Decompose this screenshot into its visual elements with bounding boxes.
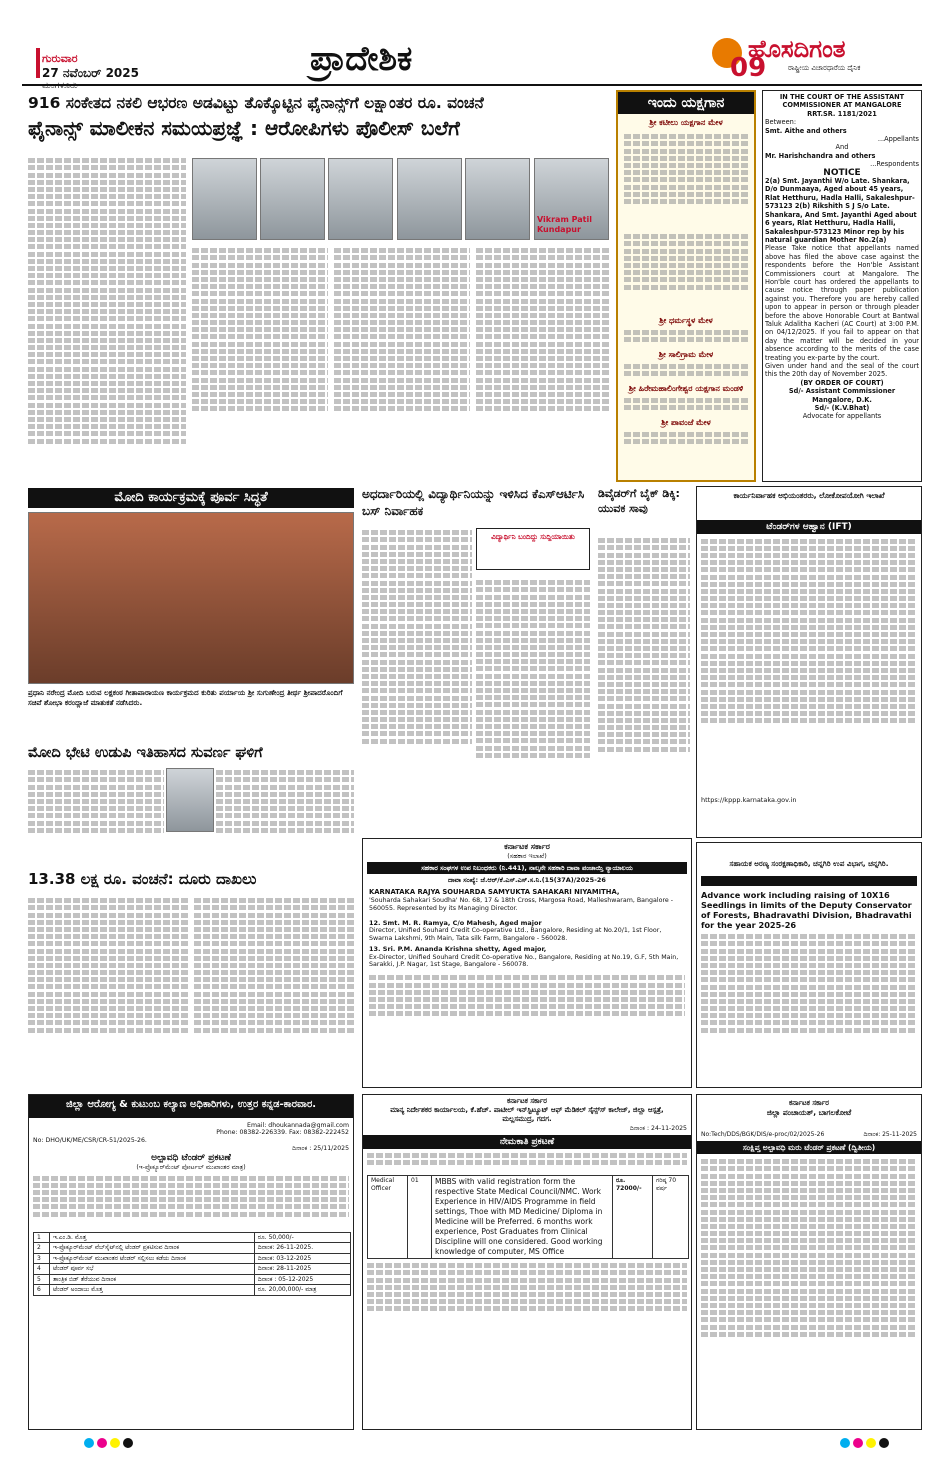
story3-headline: ಮೋದಿ ಭೇಟಿ ಉಡುಪಿ ಇತಿಹಾಸದ ಸುವರ್ಣ ಘಳಿಗೆ — [28, 745, 263, 761]
story6-headline: ಡಿವೈಡರ್‌ಗೆ ಬೈಕ್ ಡಿಕ್ಕಿ: ಯುವಕ ಸಾವು — [598, 487, 680, 515]
lead-body-col4 — [476, 246, 610, 476]
lead-body-col2 — [192, 246, 328, 476]
court-appellants: ...Appellants — [877, 135, 919, 144]
accused-photo-3 — [328, 158, 393, 240]
troupe-1-list-b — [624, 232, 748, 312]
medical-count: 01 — [408, 1176, 432, 1259]
troupe-5: ಶ್ರೀ ಪಾವಂಜೆ ಮೇಳ — [661, 418, 711, 427]
health-phone: Phone: 08382-226339. Fax: 08382-222452 — [216, 1129, 349, 1137]
forest-office: ಸಹಾಯಕ ಅರಣ್ಯ ಸಂರಕ್ಷಣಾಧಿಕಾರಿ, ಚನ್ನಗಿರಿ ಉಪ ವಿಭಾಗ, ಚನ್ನಗಿರಿ. — [729, 859, 889, 868]
health-body — [33, 1174, 349, 1230]
troupe-5-venue — [624, 430, 748, 448]
health-table-cell: ಇ-ಪ್ರೊಕ್ಯೂರ್‌ಮೆಂಟ್ ಮುಖಾಂತರ ಟೆಂಡರ್ ಸಲ್ಲಿಸಲು ಕಡೆಯ ದಿನಾಂಕ — [50, 1253, 255, 1264]
health-table-row — [34, 1285, 351, 1296]
court-parties2: Mr. Harishchandra and others — [765, 151, 876, 160]
health-email: Email: dhoukannada@gmail.com — [247, 1121, 349, 1129]
coop-gov: ಕರ್ನಾಟಕ ಸರ್ಕಾರ — [504, 842, 550, 851]
ad-forest — [696, 842, 922, 1088]
health-ref: No: DHO/UK/ME/CSR/CR-51/2025-26. — [33, 1137, 147, 1144]
health-table-cell: ರೂ. 50,000/- — [254, 1232, 350, 1243]
health-title: ಅಲ್ಪಾವಧಿ ಟೆಂಡರ್ ಪ್ರಕಟಣೆ — [151, 1152, 231, 1163]
pwd-body — [701, 536, 917, 794]
story2-headline: ಮೋದಿ ಕಾರ್ಯಕ್ರಮಕ್ಕೆ ಪೂರ್ವ ಸಿದ್ಧತೆ — [114, 490, 268, 505]
pwd-office: ಕಾರ್ಯನಿರ್ವಾಹಕ ಅಭಿಯಂತರರು, ಲೋಕೋಪಯೋಗಿ ಇಲಾಖೆ — [733, 491, 885, 500]
court-body: Please Take notice that appellants named above has filed the above case against the respondents before the Hon'ble Assistant Commissioners court at Mangalore. The Hon'ble court has ordered the appellants to cause notice through paper publication against you. Therefore you are hereby called upon to appear in person or through pleader before the above Honorable Court at Bantwal Taluk Adalitha Kacheri (AC Court) at 3:00 P.M. on 04/12/2025. If you fail to appear on that day the matter will be decided in your absence according to the merits of the case treating you ex-parte by the court. — [765, 244, 919, 362]
yakshagana-box — [616, 90, 756, 482]
court-respondents: ...Respondents — [870, 160, 919, 169]
troupe-3: ಶ್ರೀ ಸಾಲಿಗ್ರಾಮ ಮೇಳ — [658, 350, 714, 359]
health-table-cell: 1 — [34, 1232, 50, 1243]
medical-post: Medical Officer — [368, 1176, 408, 1259]
health-table-row — [34, 1274, 351, 1285]
zp-body — [701, 1157, 917, 1407]
health-table-cell: ದಿನಾಂಕ : 05-12-2025 — [254, 1274, 350, 1285]
troupe-2: ಶ್ರೀ ಧರ್ಮಸ್ಥಳ ಮೇಳ — [659, 316, 713, 325]
story2-photo — [28, 512, 354, 684]
coop-dept: (ಸಹಕಾರ ಇಲಾಖೆ) — [507, 852, 547, 860]
zp-refline — [701, 1131, 917, 1139]
health-table-cell: ಇ-ಪ್ರೊಕ್ಯೂರ್‌ಮೆಂಟ್ ವೆಬ್‌ಸೈಟ್‌ನಲ್ಲಿ ಟೆಂಡರ್ ಪ್ರಕಟಿಸುವ ದಿನಾಂಕ — [50, 1243, 255, 1254]
troupe-2-venue — [624, 328, 748, 346]
cmyk-marks-left — [84, 1438, 136, 1451]
forest-work: Advance work including raising of 10X16 Seedlings in limits of the Deputy Conservator of Forests, Bhadravathi Division, Bhadravathi for the year 2025-26 — [701, 890, 912, 930]
court-line1: IN THE COURT OF THE ASSISTANT COMMISSIONER AT MANGALORE — [779, 93, 905, 110]
day-label: ಗುರುವಾರ — [42, 52, 78, 65]
court-sign4: Advocate for appellants — [802, 412, 882, 421]
health-header — [29, 1095, 353, 1118]
health-table-cell: ತಾಂತ್ರಿಕ ಬಿಡ್ ತೆರೆಯುವ ದಿನಾಂಕ — [50, 1274, 255, 1285]
accused-photo-4 — [397, 158, 462, 240]
forest-body — [701, 932, 917, 1072]
medical-salary: ರೂ. 72000/- — [613, 1176, 653, 1259]
coop-resp12: 12. Smt. M. R. Ramya, C/o Mahesh, Aged major — [369, 918, 542, 927]
ad-zp — [696, 1094, 922, 1430]
coop-resp13: 13. Sri. P.M. Ananda Krishna shetty, Aged major, — [369, 945, 547, 954]
troupe-3-venue — [624, 362, 748, 380]
story3-photo — [166, 768, 214, 832]
story4-body-col1 — [28, 896, 190, 1086]
accent-bar — [36, 48, 40, 78]
story2-headbar — [28, 488, 354, 508]
court-parties1: Smt. Aithe and others — [765, 126, 847, 135]
story6-body — [598, 536, 690, 832]
health-date: ದಿನಾಂಕ : 25/11/2025 — [292, 1144, 349, 1152]
court-between: Between: — [765, 118, 797, 127]
story5-callout: ವಿದ್ಯಾರ್ಥಿನಿ ಬಂದಿದ್ದು ಸುದ್ದಿಯಾಯಿತು — [476, 528, 590, 570]
paper-logo — [700, 34, 920, 83]
medical-office: ಮಾನ್ಯ ನಿರ್ದೇಶಕರ ಕಾರ್ಯಾಲಯ, ಕೆ.ಹೆಚ್. ಪಾಟೀಲ್ ಇನ್‌ಸ್ಟಿಟ್ಯೂಟ್ ಆಫ್ ಮೆಡಿಕಲ್ ಸೈನ್ಸ್‌ಸ್ ಕಾಲೇಜ್, ಜಿಲ್ಲಾ ಆಸ್ಪತ್ರೆ, ಮಲ್ಲಸಮುದ್ರ, ಗದಗ. — [390, 1105, 664, 1123]
medical-gov: ಕರ್ನಾಟಕ ಸರ್ಕಾರ — [507, 1097, 547, 1105]
story2-caption: ಪ್ರಧಾನಿ ನರೇಂದ್ರ ಮೋದಿ ಬರುವ ಲಕ್ಷಕಂಠ ಗೀತಾಪಾರಾಯಣ ಕಾರ್ಯಕ್ರಮದ ಕುರಿತು ಪರ್ಯಾಯ ಶ್ರೀ ಸುಗುಣೇಂದ್ರ ತೀರ್ಥ ಶ್ರೀಪಾದರೊಂದಿಗೆ ಸಚಿವೆ ಶೋಭಾ ಕರಂದ್ಲಾಜೆ ಮಾತುಕತೆ ನಡೆಸಿದರು. — [28, 688, 343, 707]
photo-caption: Vikram Patil Kundapur — [537, 215, 592, 234]
ad-pwd — [696, 486, 922, 838]
paper-tagline: ರಾಷ್ಟ್ರೀಯ ವಿಚಾರಧಾರೆಯ ದೈನಿಕ — [788, 64, 861, 72]
zp-gov: ಕರ್ನಾಟಕ ಸರ್ಕಾರ — [789, 1099, 829, 1107]
health-table-cell: ದಿನಾಂಕ: 28-11-2025 — [254, 1264, 350, 1275]
medical-age: ಗರಿಷ್ಠ 70 ವರ್ಷ — [653, 1176, 689, 1259]
health-table-cell: ಟೆಂಡರ್ ಪೂರ್ವ ಸಭೆ — [50, 1264, 255, 1275]
cmyk-marks-right — [840, 1438, 892, 1451]
health-table-cell: ಟೆಂಡರ್ ಅಂದಾಜು ಮೊತ್ತ — [50, 1285, 255, 1296]
date-label: 27 ನವೆಂಬರ್ 2025 — [42, 65, 139, 80]
coop-plaintiff: KARNATAKA RAJYA SOUHARDA SAMYUKTA SAHAKARI NIYAMITHA, — [369, 888, 620, 897]
health-sub: (ಇ-ಪ್ರೊಕ್ಯೂರ್‌ಮೆಂಟ್ ಪೋರ್ಟಲ್ ಮುಖಾಂತರ ಮಾತ್ರ) — [136, 1163, 246, 1171]
lead-kicker: 916 ಸಂಕೇತದ ನಕಲಿ ಆಭರಣ ಅಡವಿಟ್ಟು ತೊಕ್ಕೊಟ್ಟಿನ ಫೈನಾನ್ಸ್‌ಗೆ ಲಕ್ಷಾಂತರ ರೂ. ವಂಚನೆ — [28, 94, 484, 112]
health-table-cell: 5 — [34, 1274, 50, 1285]
city-label — [42, 81, 139, 92]
health-table — [33, 1232, 351, 1296]
story5-body-col2 — [476, 578, 590, 828]
accused-photo-6 — [534, 158, 609, 240]
lead-body-col1 — [28, 156, 186, 456]
coop-resp13-addr: Ex-Director, Unified Souhard Credit Co-operative No., Bangalore, Residing at No.19, G.F, 5th Main, Sarakki, J.P. Nagar, 1st Stage, Bangalore - 560078. — [369, 953, 679, 969]
health-table-row — [34, 1232, 351, 1243]
court-case: RRT.SR. 1181/2021 — [807, 109, 877, 118]
court-sign1: Sd/- Assistant Commissioner — [788, 387, 896, 396]
court-notice-title: NOTICE — [823, 167, 861, 178]
health-table-cell: 6 — [34, 1285, 50, 1296]
yakshagana-title: ಇಂದು ಯಕ್ಷಗಾನ — [618, 92, 754, 114]
health-table-cell: 2 — [34, 1243, 50, 1254]
forest-bar — [701, 876, 917, 886]
health-table-cell: 4 — [34, 1264, 50, 1275]
court-sign2: Mangalore, D.K. — [812, 395, 872, 404]
health-table-cell: ಇ.ಎಂ.ಡಿ. ಮೊತ್ತ — [50, 1232, 255, 1243]
court-notice — [762, 90, 922, 482]
health-table-cell: ರೂ. 20,00,000/- ಮಾತ್ರ — [254, 1285, 350, 1296]
health-table-cell: ದಿನಾಂಕ: 03-12-2025 — [254, 1253, 350, 1264]
coop-address: 'Souharda Sahakari Soudha' No. 68, 17 & 18th Cross, Margosa Road, Malleshwaram, Bangalore - 560055. Represented by its Managing Director. — [369, 896, 674, 912]
troupe-1: ಶ್ರೀ ಕಟೀಲು ಯಕ್ಷಗಾನ ಮೇಳ — [649, 118, 723, 127]
medical-footer — [367, 1261, 687, 1331]
zp-date: ದಿನಾಂಕ: 25-11-2025 — [863, 1131, 917, 1139]
health-dept: ಜಿಲ್ಲಾ ಆರೋಗ್ಯ & ಕುಟುಂಬ ಕಲ್ಯಾಣ ಅಧಿಕಾರಿಗಳು, ಉತ್ತರ ಕನ್ನಡ-ಕಾರವಾರ. — [65, 1099, 317, 1110]
paper-name: ಹೊಸದಿಗಂತ — [748, 35, 846, 63]
health-table-row — [34, 1264, 351, 1275]
story3-body-col2 — [216, 768, 354, 860]
medical-qual: MBBS with valid registration form the respective State Medical Council/NMC. Work Experience in HIV/AIDS Programme in field settings, Thoe with MD Medicine/ Diploma in Medicine will be Preferred. 6 months work experience, Post Graduates from Clinical Discipline will one considered. Good working knowledge of computer, MS Office — [432, 1176, 613, 1259]
story5-body-col1 — [362, 528, 472, 828]
story4-headline: 13.38 ಲಕ್ಷ ರೂ. ವಂಚನೆ: ದೂರು ದಾಖಲು — [28, 870, 257, 888]
court-and: And — [835, 143, 849, 152]
court-addressees: 2(a) Smt. Jayanthi W/o Late. Shankara, D/o Dunmaaya, Aged about 45 years, Rlat Hetthuru, Hadla Halli, Sakaleshpur-573123 2(b) Rikshith S J S/o Late. Shankara, And Smt. Jayanthi Aged about 6 years, Rlat Hetthuru, Hadla Halli, Sakaleshpur-573123 Minor rep by his natural guardian Mother No.2(a) — [765, 177, 917, 244]
court-order: (BY ORDER OF COURT) — [800, 378, 884, 387]
troupe-4: ಶ್ರೀ ಹಿರೇಮಹಾಲಿಂಗೇಶ್ವರ ಯಕ್ಷಗಾನ ಮಂಡಳಿ — [628, 384, 744, 393]
zp-ref: No:Tech/DDS/BGK/DIS/e-proc/02/2025-26 — [701, 1131, 825, 1139]
pwd-url[interactable]: https://kppp.karnataka.gov.in — [701, 796, 797, 805]
pwd-title: ಟೆಂಡರ್‌ಗಳ ಆಹ್ವಾನ (IFT) — [697, 520, 921, 534]
health-table-row — [34, 1253, 351, 1264]
page-number: 09 — [730, 53, 767, 83]
health-table-cell: 3 — [34, 1253, 50, 1264]
story5-headline: ಅಧರ್ದಾರಿಯಲ್ಲಿ ವಿದ್ಯಾರ್ಥಿನಿಯನ್ನು ಇಳಿಸಿದ ಕೆಎಸ್ಆರ್ಟಿಸಿ ಬಸ್ ನಿರ್ವಾಹಕ — [362, 487, 585, 518]
troupe-1-list — [624, 132, 748, 228]
coop-body — [369, 973, 685, 1033]
court-sign3: Sd/- (K.V.Bhat) — [814, 404, 870, 413]
medical-title: ನೇಮಕಾತಿ ಪ್ರಕಟಣೆ — [363, 1135, 691, 1149]
coop-case: ದಾವಾ ಸಂಖ್ಯೆ: ಜೆ.ಆರ್/ಕೆ.ಎಸ್.ಎಸ್.ಸ.ನಿ.(15(37A)/2025-26 — [448, 876, 606, 885]
court-given: Given under hand and the seal of the court this the 20th day of November 2025. — [765, 362, 919, 379]
zp-office: ಜಿಲ್ಲಾ ಪಂಚಾಯತ್, ಬಾಗಲಕೋಟೆ — [766, 1107, 852, 1117]
health-table-cell: ದಿನಾಂಕ: 26-11-2025. — [254, 1243, 350, 1254]
section-title: ಪ್ರಾದೇಶಿಕ — [310, 39, 413, 79]
header-rule — [22, 84, 922, 86]
lead-headline: ಫೈನಾನ್ಸ್ ಮಾಲೀಕನ ಸಮಯಪ್ರಜ್ಞೆ : ಆರೋಪಿಗಳು ಪೊಲೀಸ್ ಬಲೆಗೆ — [28, 116, 460, 140]
coop-resp12-addr: Director, Unified Souhard Credit Co-operative Ltd., Bangalore, Residing at No.20/1, 1st Floor, Swarna Lakshmi, 9th Main, Tata silk Farm, Bangalore - 560028. — [369, 926, 662, 942]
accused-photo-1 — [192, 158, 257, 240]
coop-court: ಸಹಕಾರ ಸಂಘಗಳ ಉಪ ನಿಬಂಧಕರು (ನಿ.441), ನಾಲ್ಕನೇ ಸಹಕಾರಿ ದಾವಾ ಪಂಚಾಯ್ತಿ ನ್ಯಾಯಾಲಯ — [367, 862, 687, 874]
troupe-4-venue — [624, 396, 748, 414]
ad-medical — [362, 1094, 692, 1430]
story4-body-col2 — [194, 896, 354, 1086]
ad-health — [28, 1094, 354, 1430]
ad-coop — [362, 838, 692, 1088]
accused-photo-2 — [260, 158, 325, 240]
medical-intro — [367, 1151, 687, 1173]
medical-table — [367, 1175, 689, 1259]
zp-title: ಸಂಕ್ಷಿಪ್ತ ಅಲ್ಪಾವಧಿ ಮರು ಟೆಂಡರ್ ಪ್ರಕಟಣೆ (ದ್ವಿತೀಯ) — [697, 1141, 921, 1154]
lead-body-col3 — [334, 246, 470, 476]
masthead-date — [42, 52, 139, 92]
story3-body-col1 — [28, 768, 164, 860]
health-table-row — [34, 1243, 351, 1254]
accused-photo-5 — [465, 158, 530, 240]
medical-date: ದಿನಾಂಕ : 24-11-2025 — [629, 1125, 687, 1133]
